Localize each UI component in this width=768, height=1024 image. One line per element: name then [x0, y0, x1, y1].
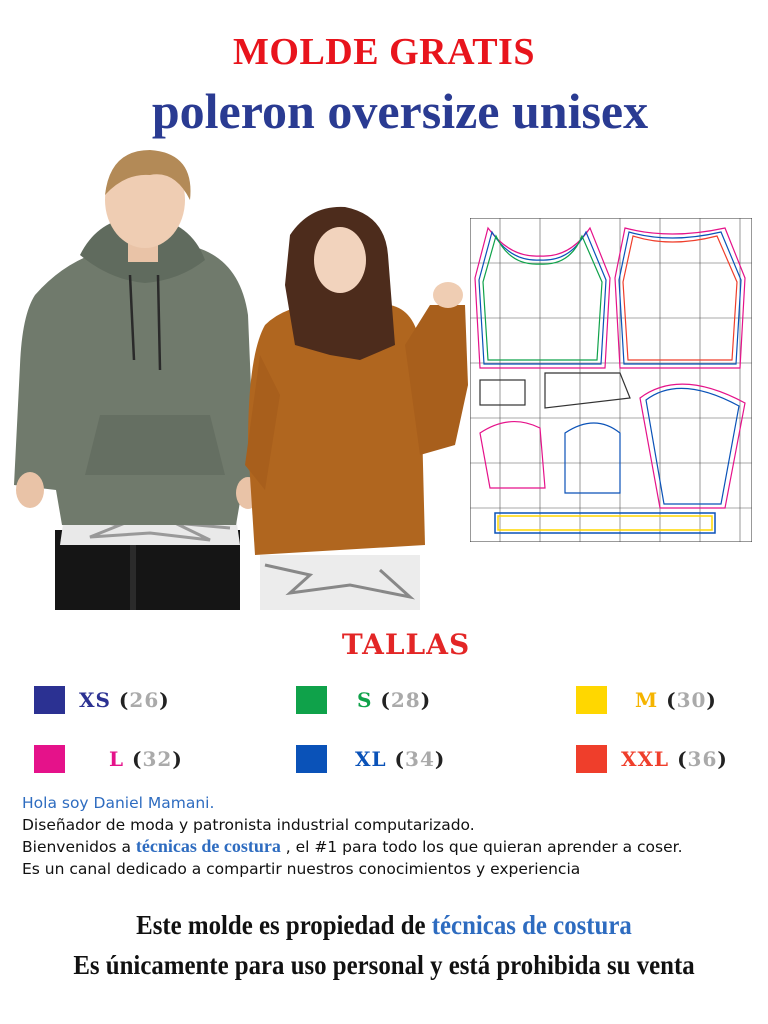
size-item-s [296, 686, 431, 714]
size-item-l [34, 745, 183, 773]
size-item-m [576, 686, 717, 714]
swatch-l [34, 745, 65, 773]
copyright-line-2: Es únicamente para uso personal y está prohibida su venta [73, 950, 695, 980]
sizes-title: TALLAS [341, 628, 471, 661]
author-intro [22, 793, 762, 880]
brand-name: técnicas de costura [135, 836, 281, 856]
copyright-notice [31, 905, 738, 985]
intro-greeting: Hola soy Daniel Mamani. [22, 794, 215, 812]
footer-brand-name: técnicas de costura [431, 910, 632, 940]
intro-profession: Diseñador de moda y patronista industrial computarizado. [22, 815, 475, 834]
models-photo [10, 145, 480, 615]
size-item-xl [296, 745, 445, 773]
size-label-xxl: XXL (36) [621, 747, 728, 771]
size-label-s: S (28) [357, 688, 432, 712]
swatch-xxl [576, 745, 607, 773]
size-label-xl: XL (34) [355, 747, 446, 771]
size-label-xs: XS (26) [79, 688, 170, 712]
swatch-s [296, 686, 327, 714]
intro-channel: Es un canal dedicado a compartir nuestros conocimientos y experiencia [22, 859, 581, 878]
size-item-xs [34, 686, 170, 714]
sewing-pattern-sheet [470, 218, 752, 542]
page-subtitle: poleron oversize unisex [151, 83, 649, 139]
size-label-m: M (30) [635, 688, 717, 712]
size-item-xxl [576, 745, 728, 773]
swatch-xs [34, 686, 65, 714]
swatch-xl [296, 745, 327, 773]
intro-welcome: Bienvenidos a técnicas de costura , el #1 para todo los que quieran aprender a coser. [22, 836, 683, 856]
copyright-line-1: Este molde es propiedad de técnicas de costura [136, 910, 632, 940]
female-model-figure [245, 207, 468, 610]
swatch-m [576, 686, 607, 714]
page-title: MOLDE GRATIS [233, 31, 535, 73]
size-label-l: L (32) [109, 747, 183, 771]
male-model-figure [14, 150, 260, 610]
